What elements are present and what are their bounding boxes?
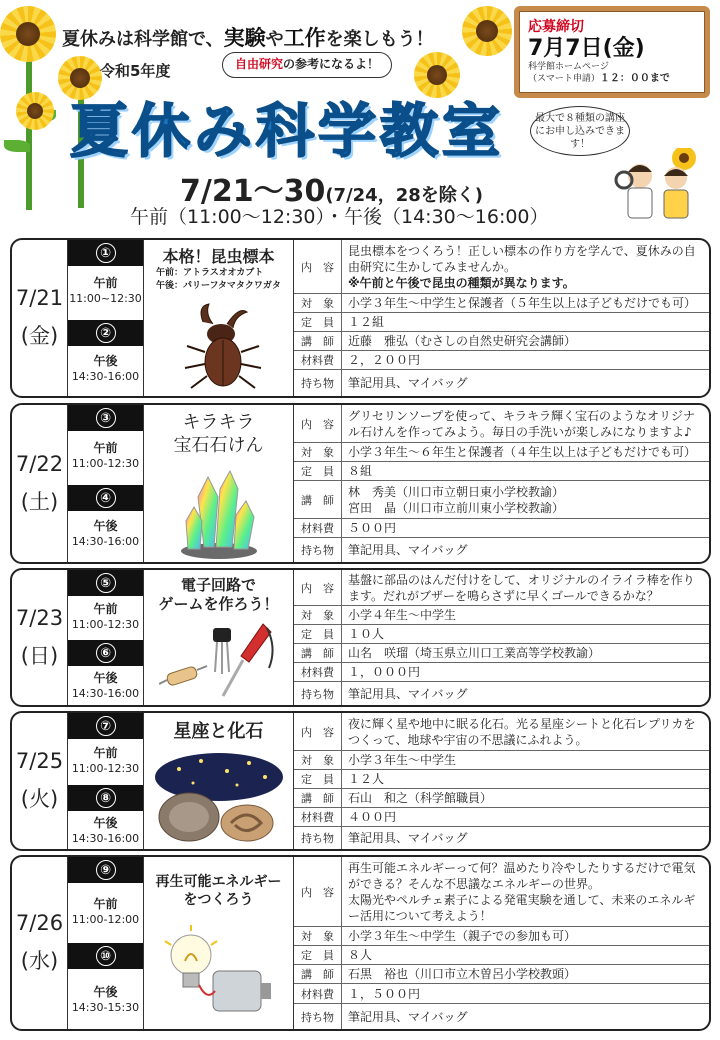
session-title: 電子回路で ゲームを作ろう！ <box>158 576 279 613</box>
morning-slot: 午前 11:00-12:00 <box>71 897 140 926</box>
afternoon-slot: 午後 14:30-16:00 <box>71 354 140 383</box>
session-subtitle: 午後：パリーフタマタクワガタ <box>156 281 281 291</box>
stag-beetle-icon <box>169 302 269 392</box>
session-content: 太陽光やペルチェ素子による発電実験を通して、未来のエネルギー活用について考えよう！ <box>348 892 696 923</box>
morning-slot: 午前 11:00-12:30 <box>71 441 140 470</box>
session-lecturer: 林 秀美（川口市立朝日東小学校教諭） <box>348 484 565 499</box>
session-number: ④ <box>96 488 116 508</box>
session-bring: 筆記用具、マイバッグ <box>348 686 468 701</box>
session-block-1 <box>10 238 711 398</box>
soldering-iron-icon <box>159 618 279 704</box>
max-courses-balloon: 最大で８種類の講座にお申し込みできます！ <box>530 106 630 156</box>
session-details: 内 容 再生可能エネルギーって何？温めたり冷やしたりするだけで電気ができる？そんな不思議なエネルギーの世界。 太陽光やペルチェ素子による発電実験を通して、未来のエネルギー活用について考えよう！ 対 象 小学３年生～中学生（親子での参加も可） 定 員 ８人 講 師 石黒 裕也（川口市立木曽呂小学校教頭） 材料費 １，５００円 持ち物 筆記用具、マイバッグ <box>294 857 709 1029</box>
afternoon-slot: 午後 14:30-16:00 <box>71 816 140 845</box>
deadline-label: 応募締切 <box>528 19 584 35</box>
session-title: 再生可能エネルギー をつくろう <box>155 874 282 908</box>
session-number: ⑥ <box>96 643 116 663</box>
session-details: 内 容 グリセリンソープを使って、キラキラ輝く宝石のようなオリジナル石けんを作ってみよう。毎日の手洗いが楽しみになりますよ♪ 対 象 小学３年生～６年生と保護者（４年生以上は子どもだけでも可） 定 員 ８組 講 師 林 秀美（川口市立朝日東小学校教諭） 宮田 晶（川口市立前川東小学校教諭） 材料費 ５００円 持ち物 筆記用具、マイバッグ <box>294 405 709 562</box>
session-number: ① <box>96 243 116 263</box>
leaf-decoration <box>4 140 30 152</box>
lightbulb-motor-icon <box>159 921 279 1021</box>
session-lecturer: 宮田 晶（川口市立前川東小学校教諭） <box>348 500 565 515</box>
session-bring: 筆記用具、マイバッグ <box>348 376 468 390</box>
sunflower-icon <box>462 6 512 56</box>
gem-crystal-icon <box>174 467 264 561</box>
deadline-date: 7月7日(金) <box>528 36 645 61</box>
session-capacity: １２組 <box>348 315 385 329</box>
session-fee: ４００円 <box>348 810 397 824</box>
session-target: 小学４年生～中学生 <box>348 608 457 622</box>
session-fee: ５００円 <box>348 521 397 535</box>
deadline-sign <box>514 6 710 98</box>
session-time-slots <box>68 240 144 396</box>
kids-with-magnifier-icon <box>614 148 710 222</box>
session-capacity: ８人 <box>348 948 373 962</box>
session-fee: ２，２００円 <box>348 353 421 367</box>
session-date: 7/21 (金) <box>12 240 68 396</box>
morning-slot: 午前 11:00-12:30 <box>71 746 140 775</box>
header <box>0 0 720 236</box>
session-title-area <box>144 240 294 396</box>
morning-slot: 午前 11:00~12:30 <box>69 276 142 305</box>
session-number: ⑦ <box>96 716 116 736</box>
afternoon-slot: 午後 14:30-16:00 <box>71 519 140 548</box>
session-title-area <box>144 405 294 562</box>
session-time-slots <box>68 405 144 562</box>
afternoon-slot: 午後 14:30-16:00 <box>71 671 140 700</box>
session-title: キラキラ 宝石石けん <box>173 412 264 456</box>
session-content: 再生可能エネルギーって何？温めたり冷やしたりするだけで電気ができる？そんな不思議なエネルギーの世界。 <box>348 860 696 891</box>
session-lecturer: 石山 和之（科学館職員） <box>348 791 493 805</box>
session-title-area <box>144 857 294 1029</box>
session-time-slots <box>68 713 144 849</box>
session-lecturer: 石黒 裕也（川口市立木曽呂小学校教頭） <box>348 967 577 981</box>
session-date: 7/26 (水) <box>12 857 68 1029</box>
session-bring: 筆記用具、マイバッグ <box>348 1009 468 1024</box>
session-capacity: ８組 <box>348 464 373 478</box>
session-content: 基盤に部品のはんだ付けをして、オリジナルのイライラ棒を作ります。だれがブザーを鳴らさずに早くゴールできるかな？ <box>348 572 695 603</box>
session-target: 小学３年生～６年生と保護者（４年生以上は子どもだけでも可） <box>348 445 697 459</box>
session-number: ⑨ <box>96 860 116 880</box>
session-number: ⑩ <box>96 946 116 966</box>
afternoon-slot: 午後 14:30-15:30 <box>71 985 140 1014</box>
session-time-slots <box>68 570 144 705</box>
session-details: 内 容 昆虫標本をつくろう！正しい標本の作り方を学んで、夏休みの自由研究に生かしてみませんか。 ※午前と午後で昆虫の種類が異なります。 対 象 小学３年生～中学生と保護者（５年生以上は子どもだけでも可） 定 員 １２組 講 師 近藤 雅弘（むさしの自然史研究会講師） 材料費 ２，２００円 持ち物 筆記用具、マイバッグ <box>294 240 709 396</box>
session-block-2 <box>10 403 711 564</box>
session-content: 昆虫標本をつくろう！正しい標本の作り方を学んで、夏休みの自由研究に生かしてみませんか。 <box>348 243 696 274</box>
session-capacity: １０人 <box>348 627 385 641</box>
session-block-3 <box>10 568 711 707</box>
session-time-slots <box>68 857 144 1029</box>
session-title: 星座と化石 <box>173 721 264 742</box>
session-block-4 <box>10 711 711 851</box>
free-research-bubble: 自由研究の参考になるよ！ <box>222 52 392 78</box>
session-lecturer: 近藤 雅弘（むさしの自然史研究会講師） <box>348 334 577 348</box>
session-number: ③ <box>96 408 116 428</box>
session-note: ※午前と午後で昆虫の種類が異なります。 <box>348 275 575 290</box>
session-number: ⑤ <box>96 573 116 593</box>
session-details: 内 容 夜に輝く星や地中に眠る化石。光る星座シートと化石レプリカをつくって、地球や宇宙の不思議にふれよう。 対 象 小学３年生～中学生 定 員 １２人 講 師 石山 和之（科学館職員） 材料費 ４００円 持ち物 筆記用具、マイバッグ <box>294 713 709 849</box>
session-target: 小学３年生～中学生と保護者（５年生以上は子どもだけでも可） <box>348 296 697 310</box>
session-title-area <box>144 570 294 705</box>
tagline: 夏休みは科学館で、実験や工作を楽しもう！ <box>62 26 434 50</box>
session-capacity: １２人 <box>348 772 385 786</box>
deadline-note: 科学館ホームページ （スマート申請）１２：００まで <box>528 62 670 84</box>
stars-and-fossils-icon <box>149 747 289 847</box>
session-details: 内 容 基盤に部品のはんだ付けをして、オリジナルのイライラ棒を作ります。だれがブザーを鳴らさずに早くゴールできるかな？ 対 象 小学４年生～中学生 定 員 １０人 講 師 山名 咲瑠（埼玉県立川口工業高等学校教諭） 材料費 １，０００円 持ち物 筆記用具、マイバッグ <box>294 570 709 705</box>
session-number: ② <box>96 323 116 343</box>
session-date: 7/22 (土) <box>12 405 68 562</box>
fiscal-year: 令和5年度 <box>100 62 171 80</box>
session-target: 小学３年生～中学生 <box>348 753 457 767</box>
session-block-5 <box>10 855 711 1031</box>
event-dates: 7/21～30(7/24，28を除く) <box>180 174 483 209</box>
session-number: ⑧ <box>96 788 116 808</box>
session-date: 7/23 (日) <box>12 570 68 705</box>
session-title: 本格！昆虫標本 <box>162 247 275 266</box>
session-date: 7/25 (火) <box>12 713 68 849</box>
sunflower-icon <box>0 6 56 62</box>
session-fee: １，０００円 <box>348 665 421 679</box>
page-title: 夏休み科学教室 <box>70 97 505 165</box>
session-lecturer: 山名 咲瑠（埼玉県立川口工業高等学校教諭） <box>348 646 601 660</box>
sunflower-icon <box>16 92 54 130</box>
session-content: グリセリンソープを使って、キラキラ輝く宝石のようなオリジナル石けんを作ってみよう。毎日の手洗いが楽しみになりますよ♪ <box>348 408 696 439</box>
session-fee: １，５００円 <box>348 986 421 1001</box>
event-times: 午前（11:00～12:30）・午後（14:30～16:00） <box>130 206 549 228</box>
session-title-area <box>144 713 294 849</box>
session-subtitle: 午前：アトラスオオカブト <box>156 268 264 278</box>
session-bring: 筆記用具、マイバッグ <box>348 543 468 557</box>
morning-slot: 午前 11:00-12:30 <box>71 602 140 631</box>
sunflower-stem <box>26 60 32 210</box>
session-target: 小学３年生～中学生（親子での参加も可） <box>348 929 577 943</box>
session-bring: 筆記用具、マイバッグ <box>348 831 468 845</box>
session-content: 夜に輝く星や地中に眠る化石。光る星座シートと化石レプリカをつくって、地球や宇宙の不思議にふれよう。 <box>348 716 696 747</box>
